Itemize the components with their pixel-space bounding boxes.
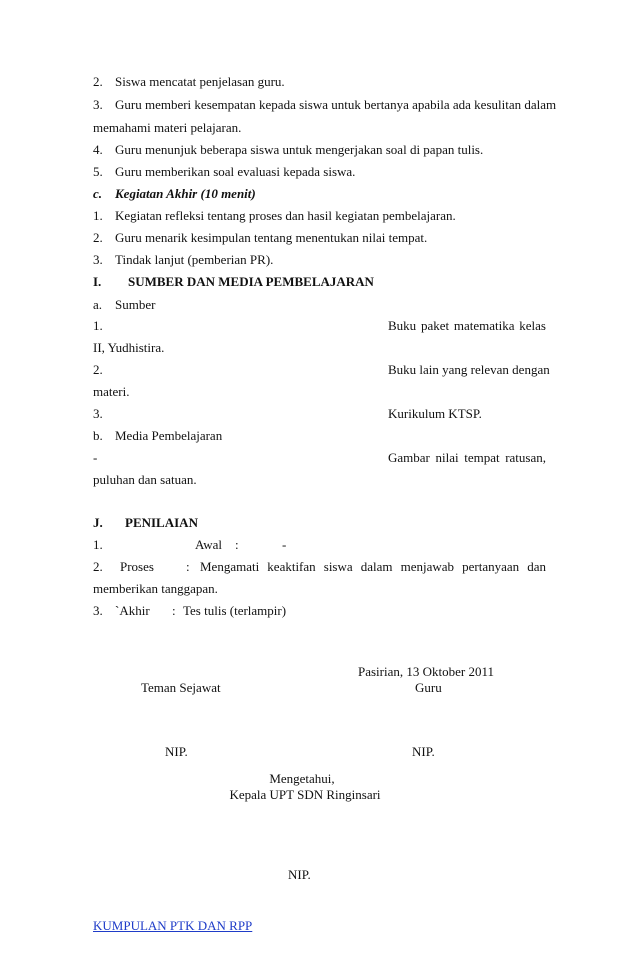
activity-item: 2. (93, 230, 103, 245)
list-item-text: Gambar nilai tempat ratusan, (388, 450, 546, 465)
list-item: - (93, 450, 98, 465)
subsection-label: b. (93, 428, 103, 443)
assessment-sep: : (186, 559, 190, 574)
assessment-name: `Akhir (115, 603, 150, 618)
activity-text: Siswa mencatat penjelasan guru. (115, 74, 285, 89)
nip-right: NIP. (412, 744, 435, 759)
list-item-text: Buku lain yang relevan dengan (388, 362, 550, 377)
list-item: 3. (93, 406, 103, 421)
activity-item: 3. (93, 252, 103, 267)
list-item-text: Kurikulum KTSP. (388, 406, 482, 421)
nip-head: NIP. (288, 867, 311, 882)
assessment-value: - (282, 537, 287, 552)
activity-text: Guru menunjuk beberapa siswa untuk mengerjakan soal di papan tulis. (115, 142, 484, 157)
section-label: I. (93, 274, 102, 289)
assessment-value: Tes tulis (terlampir) (183, 603, 287, 618)
activity-text: Guru memberi kesempatan kepada siswa untuk bertanya apabila ada kesulitan dalam (115, 97, 557, 112)
assessment-num: 1. (93, 537, 103, 552)
assessment-num: 2. (93, 559, 103, 574)
assessment-value-continued: memberikan tanggapan. (93, 581, 218, 596)
activity-item: 3. (93, 97, 103, 112)
activity-text: Tindak lanjut (pemberian PR). (115, 252, 274, 267)
activity-item: 2. (93, 74, 103, 89)
assessment-name: Awal (195, 537, 222, 552)
acknowledge-label: Mengetahui, (269, 771, 335, 786)
list-item: 2. (93, 362, 103, 377)
subsection-label: c. (93, 186, 103, 201)
signer-right-role: Guru (415, 680, 442, 695)
list-item-text: Buku paket matematika kelas (388, 318, 546, 333)
activity-item: 1. (93, 208, 103, 223)
activity-text: Kegiatan refleksi tentang proses dan hasil kegiatan pembelajaran. (115, 208, 456, 223)
activity-item: 5. (93, 164, 103, 179)
list-item-text-continued: puluhan dan satuan. (93, 472, 197, 487)
footer-link[interactable]: KUMPULAN PTK DAN RPP (93, 918, 253, 933)
activity-text-continued: memahami materi pelajaran. (93, 120, 242, 135)
assessment-num: 3. (93, 603, 103, 618)
list-item-text-continued: materi. (93, 384, 130, 399)
subsection-title: Media Pembelajaran (115, 428, 223, 443)
nip-left: NIP. (165, 744, 188, 759)
section-title: PENILAIAN (125, 515, 198, 530)
subsection-label: a. (93, 297, 103, 312)
assessment-value: Mengamati keaktifan siswa dalam menjawab pertanyaan dan (200, 559, 546, 574)
place-date: Pasirian, 13 Oktober 2011 (358, 664, 494, 679)
section-title: SUMBER DAN MEDIA PEMBELAJARAN (128, 274, 374, 289)
subsection-title: Sumber (115, 297, 156, 312)
section-label: J. (93, 515, 103, 530)
activity-item: 4. (93, 142, 103, 157)
signer-left-role: Teman Sejawat (141, 680, 221, 695)
head-role: Kepala UPT SDN Ringinsari (229, 787, 381, 802)
subsection-title: Kegiatan Akhir (10 menit) (115, 186, 256, 201)
activity-text: Guru memberikan soal evaluasi kepada siswa. (115, 164, 356, 179)
list-item-text-continued: II, Yudhistira. (93, 340, 165, 355)
activity-text: Guru menarik kesimpulan tentang menentukan nilai tempat. (115, 230, 428, 245)
assessment-sep: : (172, 603, 176, 618)
assessment-name: Proses (120, 559, 154, 574)
assessment-sep: : (235, 537, 239, 552)
list-item: 1. (93, 318, 103, 333)
